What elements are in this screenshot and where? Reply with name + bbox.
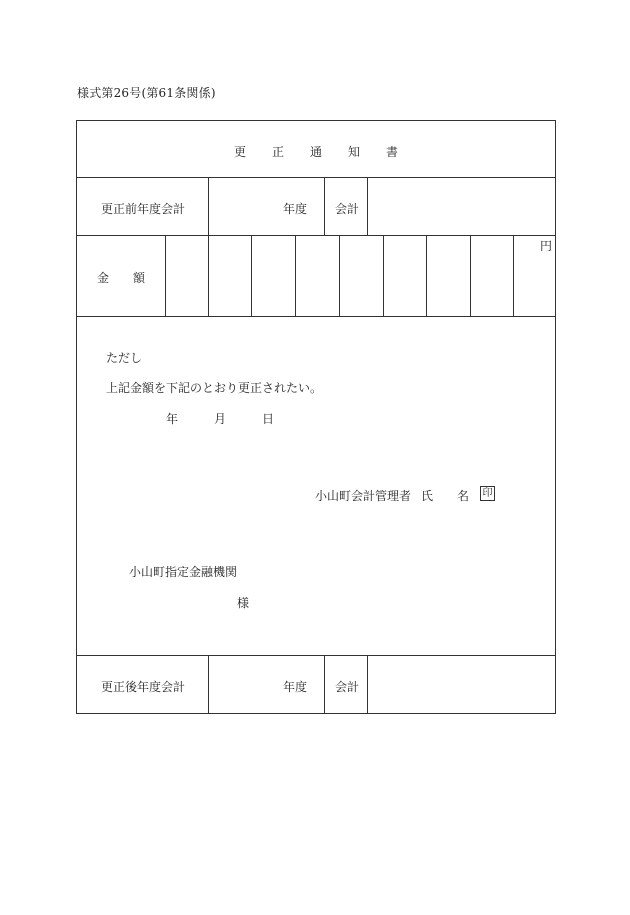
amount-digit-divider	[470, 235, 471, 316]
title-char: 書	[386, 145, 399, 159]
divider	[324, 655, 325, 714]
amount-digit-divider	[251, 235, 252, 316]
date-year-label: 年	[166, 412, 179, 426]
before-year-suffix: 年度	[283, 202, 308, 216]
correction-notice-form	[76, 120, 556, 714]
seal-mark: 印	[480, 486, 495, 501]
amount-digit-divider	[208, 235, 209, 316]
request-sentence: 上記金額を下記のとおり更正されたい。	[106, 381, 323, 395]
amount-digit-divider	[426, 235, 427, 316]
amount-digit-divider	[383, 235, 384, 316]
amount-label-char: 金	[97, 271, 110, 285]
divider	[324, 177, 325, 235]
amount-digit-divider	[295, 235, 296, 316]
divider	[208, 177, 209, 235]
after-year-suffix: 年度	[283, 680, 308, 694]
recipient-name: 小山町指定金融機関	[129, 565, 238, 579]
yen-unit: 円	[540, 239, 553, 253]
divider	[77, 177, 555, 178]
signer-title: 小山町会計管理者	[315, 489, 412, 503]
amount-label-char: 額	[133, 271, 146, 285]
divider	[77, 235, 555, 236]
divider	[77, 655, 555, 656]
before-kaikei-label: 会計	[335, 202, 360, 216]
amount-digit-divider	[339, 235, 340, 316]
honorific: 様	[237, 596, 250, 610]
title-char: 正	[271, 145, 284, 159]
divider	[77, 316, 555, 317]
before-fiscal-label: 更正前年度会計	[101, 202, 186, 216]
title-char: 更	[233, 145, 246, 159]
after-kaikei-label: 会計	[335, 680, 360, 694]
proviso-label: ただし	[106, 351, 143, 365]
form-title	[77, 143, 555, 160]
divider	[367, 177, 368, 235]
amount-digit-divider	[513, 235, 514, 316]
title-char: 知	[348, 145, 361, 159]
date-month-label: 月	[214, 412, 227, 426]
after-fiscal-label: 更正後年度会計	[101, 680, 186, 694]
amount-digit-divider	[165, 235, 166, 316]
date-day-label: 日	[262, 412, 275, 426]
divider	[208, 655, 209, 714]
title-char: 通	[309, 145, 322, 159]
name-label-char: 名	[457, 489, 470, 503]
name-label-char: 氏	[421, 489, 434, 503]
divider	[367, 655, 368, 714]
form-reference: 様式第26号(第61条関係)	[77, 86, 216, 100]
